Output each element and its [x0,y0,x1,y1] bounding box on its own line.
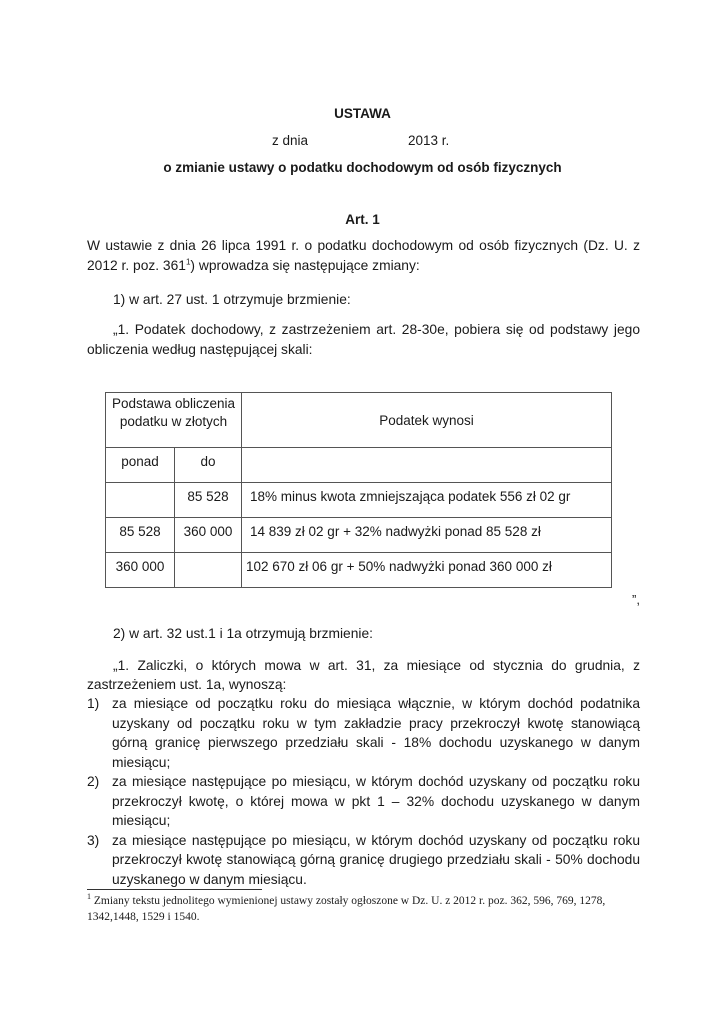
article-heading: Art. 1 [345,212,380,227]
list-text: za miesiące następujące po miesiącu, w którym dochód uzyskany od początku roku przekroczył kwotę stanowiącą górną granicę drugiego przedziału skali - 50% dochodu uzyskanego w danym miesiącu. [112,832,640,887]
cell-to: 85 528 [175,483,242,518]
tax-scale-table [105,392,612,588]
point2-text: „1. Zaliczki, o których mowa w art. 31, za miesiące od stycznia do grudnia, z zastrzeżeniem ust. 1a, wynoszą: [87,658,640,692]
table-row [106,553,612,588]
subheader-empty [242,448,612,483]
cell-to [175,553,242,588]
intro-text-part2: ) wprowadza się następujące zmiany: [190,258,420,273]
list-number: 1) [87,696,100,711]
subheader-to: do [175,448,242,483]
footnote-text: Zmiany tekstu jednolitego wymienionej ustawy zostały ogłoszone w Dz. U. z 2012 r. poz. 362, 596, 769, 1278, 1342,1448, 1529 i 1540. [87,895,606,923]
document-subtitle: o zmianie ustawy o podatku dochodowym od osób fizycznych [163,160,562,175]
cell-tax: 18% minus kwota zmniejszająca podatek 556 zł 02 gr [242,483,612,518]
header-tax: Podatek wynosi [242,393,612,448]
cell-over: 85 528 [106,518,175,553]
point1-heading: 1) w art. 27 ust. 1 otrzymuje brzmienie: [113,292,351,307]
list-text: za miesiące od początku roku do miesiąca włącznie, w którym dochód podatnika uzyskany od początku roku w tym zakładzie pracy przekroczył kwotę stanowiącą górną granicę pierwszego przedziału skali - 18% dochodu uzyskanego w danym miesiącu; [112,696,640,770]
header-base: Podstawa obliczenia podatku w złotych [106,393,242,448]
cell-over: 360 000 [106,553,175,588]
list-number: 3) [87,832,100,848]
intro-paragraph [87,236,640,276]
table-row [106,518,612,553]
footnote [87,893,640,925]
cell-over [106,483,175,518]
document-title: USTAWA [334,106,391,121]
cell-tax: 14 839 zł 02 gr + 32% nadwyżki ponad 85 528 zł [242,518,612,553]
list-item [87,772,640,831]
point2-list [87,694,640,889]
point2-heading: 2) w art. 32 ust.1 i 1a otrzymują brzmienie: [113,626,373,641]
list-number: 2) [87,774,100,789]
subheader-over: ponad [106,448,175,483]
list-item [87,694,640,772]
date-year: 2013 r. [408,133,450,148]
footnote-separator [87,889,262,890]
footnote-marker: 1 [87,892,91,902]
cell-to: 360 000 [175,518,242,553]
point1-text: „1. Podatek dochodowy, z zastrzeżeniem art. 28-30e, pobiera się od podstawy jego obliczenia według następującej skali: [87,322,640,357]
intro-text-part1: W ustawie z dnia 26 lipca 1991 r. o podatku dochodowym od osób fizycznych (Dz. U. z 2012 r. poz. 361 [87,238,640,273]
table-row [106,483,612,518]
list-item [87,831,640,890]
footnote-ref[interactable]: 1 [185,257,191,267]
list-text: za miesiące następujące po miesiącu, w którym dochód uzyskany od początku roku przekroczył kwotę, o której mowa w pkt 1 – 32% dochodu uzyskanego w danym miesiącu; [112,774,640,828]
date-prefix: z dnia [272,133,309,148]
cell-tax: 102 670 zł 06 gr + 50% nadwyżki ponad 360 000 zł [242,553,612,588]
closing-quote: ”, [632,592,640,607]
